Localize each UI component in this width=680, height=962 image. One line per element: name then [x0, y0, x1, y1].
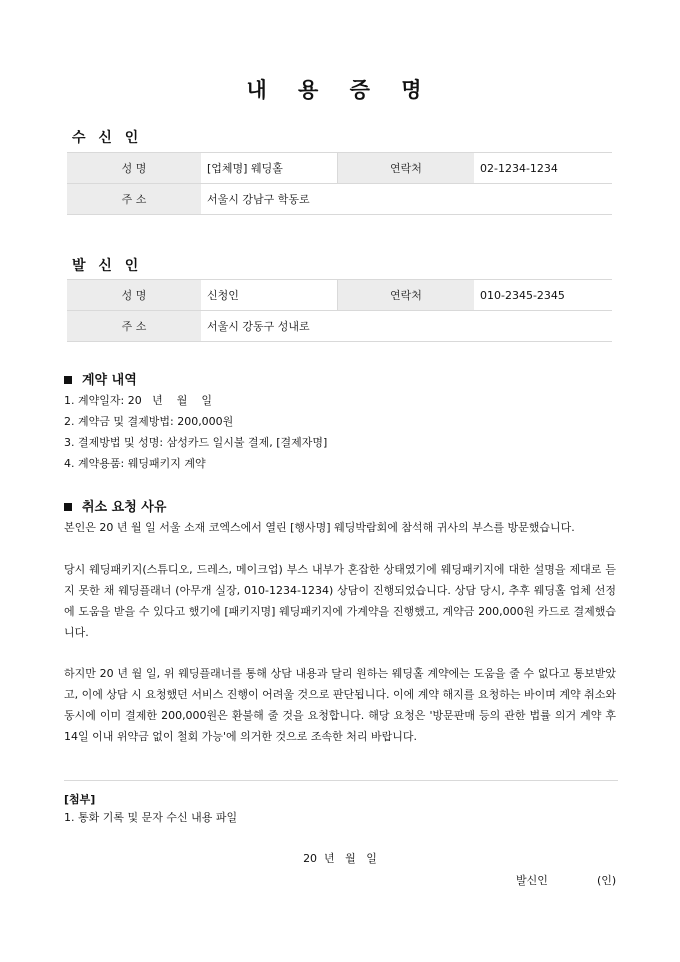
- recipient-address: 서울시 강남구 학동로: [201, 184, 612, 215]
- divider: [64, 780, 618, 781]
- contract-list: [64, 390, 327, 474]
- recipient-contact: 02-1234-1234: [474, 153, 612, 184]
- sender-name: 신청인: [201, 280, 338, 311]
- recipient-name-label: 성 명: [67, 153, 201, 184]
- reason-heading-text: 취소 요청 사유: [82, 500, 167, 515]
- list-item: 3. 결제방법 및 성명: 삼성카드 일시불 결제, [결제자명]: [64, 436, 328, 449]
- recipient-address-label: 주 소: [67, 184, 201, 215]
- list-item: 4. 계약용품: 웨딩패키지 계약: [64, 457, 206, 470]
- sender-name-label: 성 명: [67, 280, 201, 311]
- sender-contact-label: 연락처: [338, 280, 475, 311]
- sender-contact: 010-2345-2345: [474, 280, 612, 311]
- contract-heading-text: 계약 내역: [82, 373, 137, 388]
- list-item: 1. 계약일자: 20 년 월 일: [64, 394, 213, 407]
- recipient-name: [업체명] 웨딩홀: [201, 153, 338, 184]
- reason-paragraph-2: 당시 웨딩패키지(스튜디오, 드레스, 메이크업) 부스 내부가 혼잡한 상태였기에 웨딩패키지에 대한 설명을 제대로 듣지 못한 채 웨딩플래너 (아무개 실장, 010-1234-1234) 상담이 진행되었습니다. 상담 당시, 추후 웨딩홀 업체 선정에 도움을 받을 수 있다고 했기에 [패키지명] 웨딩패키지에 가계약을 진행했고, 계약금 200,000원 카드로 결제했습니다.: [64, 563, 616, 639]
- attachment-item: 1. 통화 기록 및 문자 수신 내용 파일: [64, 811, 238, 824]
- footer-sender-label: 발신인: [516, 874, 548, 887]
- sender-table: [67, 279, 612, 342]
- footer-date: 20 년 월 일: [303, 852, 377, 865]
- reason-heading: [64, 496, 166, 515]
- square-bullet-icon: [64, 376, 72, 384]
- sender-address: 서울시 강동구 성내로: [201, 311, 612, 342]
- recipient-heading: 수 신 인: [72, 130, 143, 146]
- footer-seal: (인): [597, 874, 617, 887]
- document-title: 내 용 증 명: [246, 78, 434, 102]
- recipient-table: [67, 152, 612, 215]
- attachment-heading: [첨부]: [64, 793, 96, 806]
- sender-heading: 발 신 인: [72, 258, 143, 274]
- reason-paragraph-3: 하지만 20 년 월 일, 위 웨딩플래너를 통해 상담 내용과 달리 원하는 웨딩홀 계약에는 도움을 줄 수 없다고 통보받았고, 이에 상담 시 요청했던 서비스 진행이 어려울 것으로 판단됩니다. 이에 계약 해지를 요청하는 바이며 계약 취소와 동시에 이미 결제한 200,000원은 환불해 줄 것을 요청합니다. 해당 요청은 '방문판매 등의 관한 법률 의거 계약 후 14일 이내 위약금 없이 철회 가능'에 의거한 것으로 조속한 처리 바랍니다.: [64, 667, 616, 743]
- reason-paragraph-1: 본인은 20 년 월 일 서울 소재 코엑스에서 열린 [행사명] 웨딩박람회에 참석해 귀사의 부스를 방문했습니다.: [64, 521, 575, 534]
- contract-heading: [64, 369, 137, 388]
- sender-address-label: 주 소: [67, 311, 201, 342]
- recipient-contact-label: 연락처: [338, 153, 475, 184]
- square-bullet-icon: [64, 503, 72, 511]
- list-item: 2. 계약금 및 결제방법: 200,000원: [64, 415, 234, 428]
